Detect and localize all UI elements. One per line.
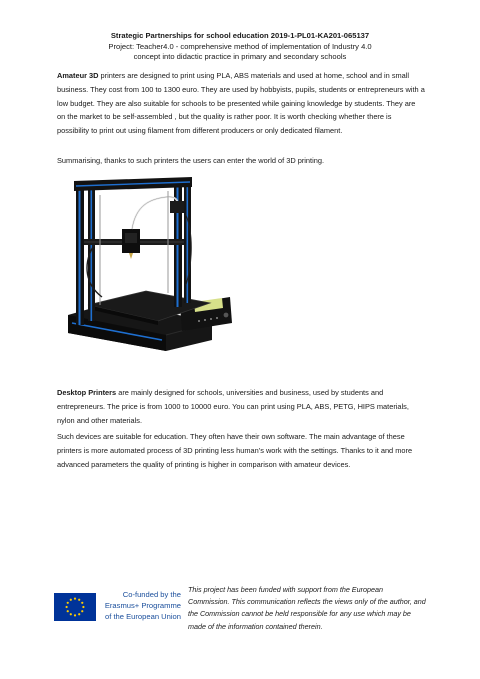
page-footer bbox=[0, 578, 480, 638]
eu-star-icon bbox=[81, 610, 83, 612]
cofunded-line-2: Erasmus+ Programme bbox=[104, 601, 181, 611]
disclaimer-text: This project has been funded with support from the European Commission. This communication reflects the views only of the author, and the Commission cannot be held responsible for any use which may be made of the information contained therein. bbox=[188, 585, 426, 631]
desktop-text: are mainly designed for schools, universities and business, used by students and entrepreneurs. The price is from 1000 to 10000 euro. You can print using PLA, ABS, PETG, HIPS materials, nylon and other materials. bbox=[57, 388, 409, 425]
desktop-lead: Desktop Printers bbox=[57, 388, 117, 397]
amateur-paragraph bbox=[57, 69, 425, 138]
header-title: Strategic Partnerships for school education 2019-1-PL01-KA201-065137 bbox=[110, 31, 370, 40]
3d-printer-photo bbox=[62, 175, 242, 360]
eu-star-icon bbox=[66, 606, 68, 608]
eu-star-icon bbox=[67, 602, 69, 604]
eu-star-icon bbox=[70, 613, 72, 615]
summary-paragraph: Summarising, thanks to such printers the users can enter the world of 3D printing. bbox=[57, 156, 325, 165]
header-project-line: Project: Teacher4.0 - comprehensive method of implementation of Industry 4.0 bbox=[108, 41, 372, 51]
eu-star-icon bbox=[74, 614, 76, 616]
eu-star-icon bbox=[67, 610, 69, 612]
page-header bbox=[40, 31, 440, 63]
cofunded-line-3: of the European Union bbox=[105, 612, 181, 622]
eu-star-icon bbox=[81, 602, 83, 604]
cofunded-line-1: Co-funded by the bbox=[122, 590, 181, 599]
education-paragraph: Such devices are suitable for education. They often have their own software. The main advantage of these printers is more automated process of 3D printing less human’s work with the settings. Thanks to it and more advanced parameters the quality of printing is higher in comparison with amateur devices. bbox=[57, 432, 413, 469]
cofunded-label bbox=[99, 589, 181, 623]
amateur-text: printers are designed to print using PLA, ABS materials and used at home, school and in small business. They cost from 100 to 1300 euro. They are used by hobbyists, pupils, students or entrepreneurs with a low budget. They are also suitable for schools to be presented while gaining knowledge by students. They are on the market to be self-assembled , but the quality is rather poor. It is worth checking whether there is possibility to print out using filament from different producers or only dedicated filament. bbox=[57, 71, 425, 136]
header-project-line-2: concept into didactic practice in primary and secondary schools bbox=[133, 52, 347, 62]
eu-star-icon bbox=[78, 599, 80, 601]
amateur-lead: Amateur 3D bbox=[57, 71, 99, 80]
eu-star-icon bbox=[78, 613, 80, 615]
eu-star-icon bbox=[74, 598, 76, 600]
eu-star-icon bbox=[70, 599, 72, 601]
desktop-paragraph bbox=[57, 386, 425, 427]
eu-star-icon bbox=[82, 606, 84, 608]
eu-flag-icon bbox=[54, 593, 96, 621]
